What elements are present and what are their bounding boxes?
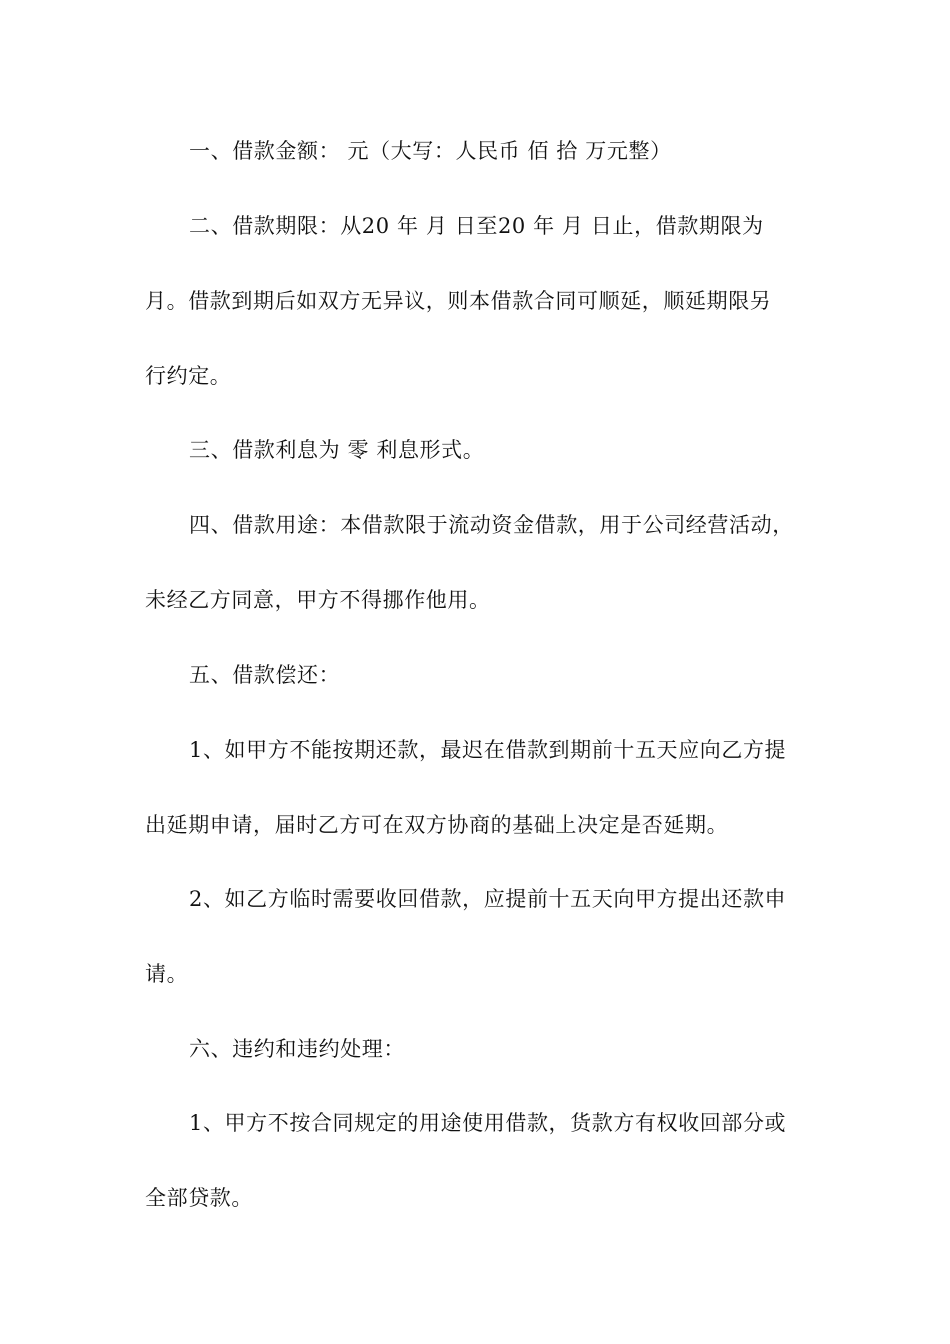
clause-2-loan-term-line-3: 行约定。 (145, 364, 232, 388)
clause-5-item-2-line-1: 2、如乙方临时需要收回借款，应提前十五天向甲方提出还款申 (189, 887, 787, 911)
clause-6-item-1-line-2: 全部贷款。 (145, 1186, 253, 1210)
clause-5-item-1-line-1: 1、如甲方不能按期还款，最迟在借款到期前十五天应向乙方提 (189, 738, 787, 762)
clause-3-interest: 三、借款利息为 零 利息形式。 (189, 438, 485, 462)
clause-5-item-1-line-2: 出延期申请，届时乙方可在双方协商的基础上决定是否延期。 (145, 813, 729, 837)
clause-5-repayment-heading: 五、借款偿还： (189, 663, 341, 687)
clause-4-purpose-line-1: 四、借款用途：本借款限于流动资金借款，用于公司经营活动， (189, 513, 794, 537)
clause-6-item-1-line-1: 1、甲方不按合同规定的用途使用借款，货款方有权收回部分或 (189, 1111, 787, 1135)
clause-1-loan-amount: 一、借款金额： 元（大写：人民币 佰 拾 万元整） (189, 139, 672, 163)
clause-5-item-2-line-2: 请。 (145, 962, 189, 986)
clause-4-purpose-line-2: 未经乙方同意，甲方不得挪作他用。 (145, 588, 491, 612)
clause-6-breach-heading: 六、违约和违约处理： (189, 1037, 405, 1061)
clause-2-loan-term-line-2: 月。借款到期后如双方无异议，则本借款合同可顺延，顺延期限另 (145, 289, 772, 313)
clause-2-loan-term-line-1: 二、借款期限：从20 年 月 日至20 年 月 日止，借款期限为 (189, 214, 764, 238)
